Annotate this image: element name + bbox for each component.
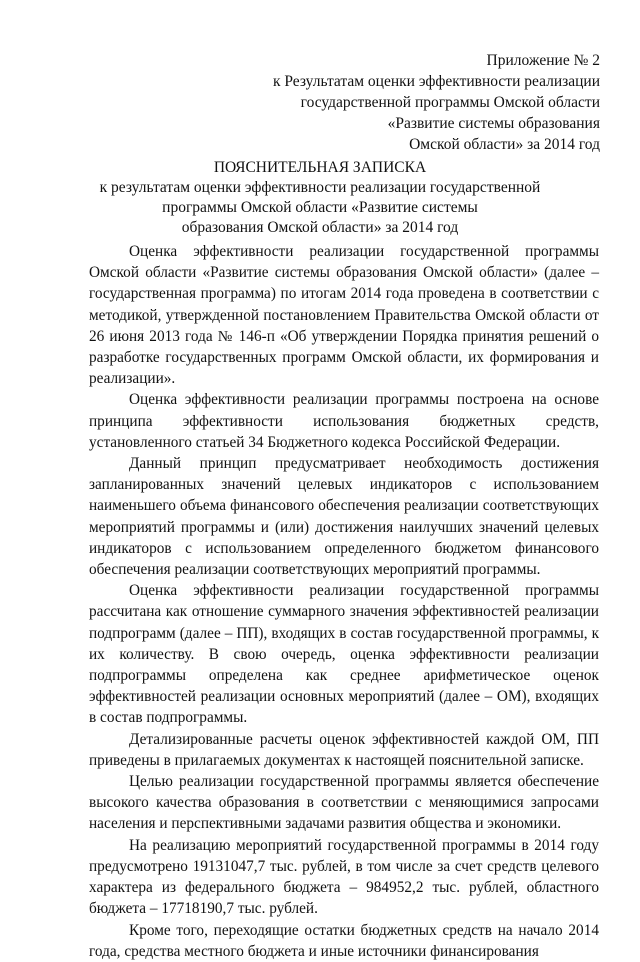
appendix-number: Приложение № 2	[486, 52, 600, 69]
note-title: ПОЯСНИТЕЛЬНАЯ ЗАПИСКА	[213, 159, 427, 176]
paragraph: Целью реализации государственной программы является обеспечение высокого качества образования в соответствии с меняющимися запросами населения и перспективными задачами развития общества и экономики.	[89, 773, 599, 833]
note-heading	[0, 158, 640, 238]
paragraph: Детализированные расчеты оценок эффективностей каждой ОМ, ПП приведены в прилагаемых документах к настоящей пояснительной записке.	[89, 730, 599, 769]
paragraph: Данный принцип предусматривает необходимость достижения запланированных значений целевых индикаторов с использованием наименьшего объема финансового обеспечения реализации соответствующих мероприятий программы и (или) достижения наилучших значений целевых индикаторов с использованием определенного бюджетом финансового обеспечения реализации соответствующих мероприятий программы.	[89, 455, 599, 579]
note-subtitle-line: образования Омской области» за 2014 год	[181, 219, 459, 236]
appendix-header	[273, 50, 600, 155]
document-body	[89, 241, 599, 962]
appendix-line: Омской области» за 2014 год	[409, 136, 600, 153]
paragraph: На реализацию мероприятий государственной программы в 2014 году предусмотрено 19131047,7 тыс. рублей, в том числе за счет средств целевого характера из федерального бюджета – 984952,2 тыс. рублей, областного бюджета – 17718190,7 тыс. рублей.	[89, 836, 599, 918]
paragraph: Кроме того, переходящие остатки бюджетных средств на начало 2014 года, средства местного бюджета и иные источники финансирования	[89, 921, 599, 960]
appendix-line: к Результатам оценки эффективности реализации	[272, 73, 600, 90]
paragraph: Оценка эффективности реализации программы построена на основе принципа эффективности использования бюджетных средств, установленного статьей 34 Бюджетного кодекса Российской Федерации.	[89, 391, 599, 451]
note-subtitle-line: программы Омской области «Развитие системы	[162, 199, 478, 216]
paragraph: Оценка эффективности реализации государственной программы Омской области «Развитие системы образования Омской области» (далее – государственная программа) по итогам 2014 года проведена в соответствии с методикой, утвержденной постановлением Правительства Омской области от 26 июня 2013 года № 146-п «Об утверждении Порядка принятия решений о разработке государственных программ Омской области, их формирования и реализации».	[89, 243, 599, 388]
appendix-line: государственной программы Омской области	[300, 94, 600, 111]
note-subtitle-line: к результатам оценки эффективности реализации государственной	[99, 179, 541, 196]
appendix-line: «Развитие системы образования	[387, 115, 600, 132]
paragraph: Оценка эффективности реализации государственной программы рассчитана как отношение суммарного значения эффективностей реализации подпрограмм (далее – ПП), входящих в состав государственной программы, к их количеству. В свою очередь, оценка эффективности реализации подпрограммы определена как среднее арифметическое оценок эффективностей реализации основных мероприятий (далее – ОМ), входящих в состав подпрограммы.	[89, 582, 599, 727]
